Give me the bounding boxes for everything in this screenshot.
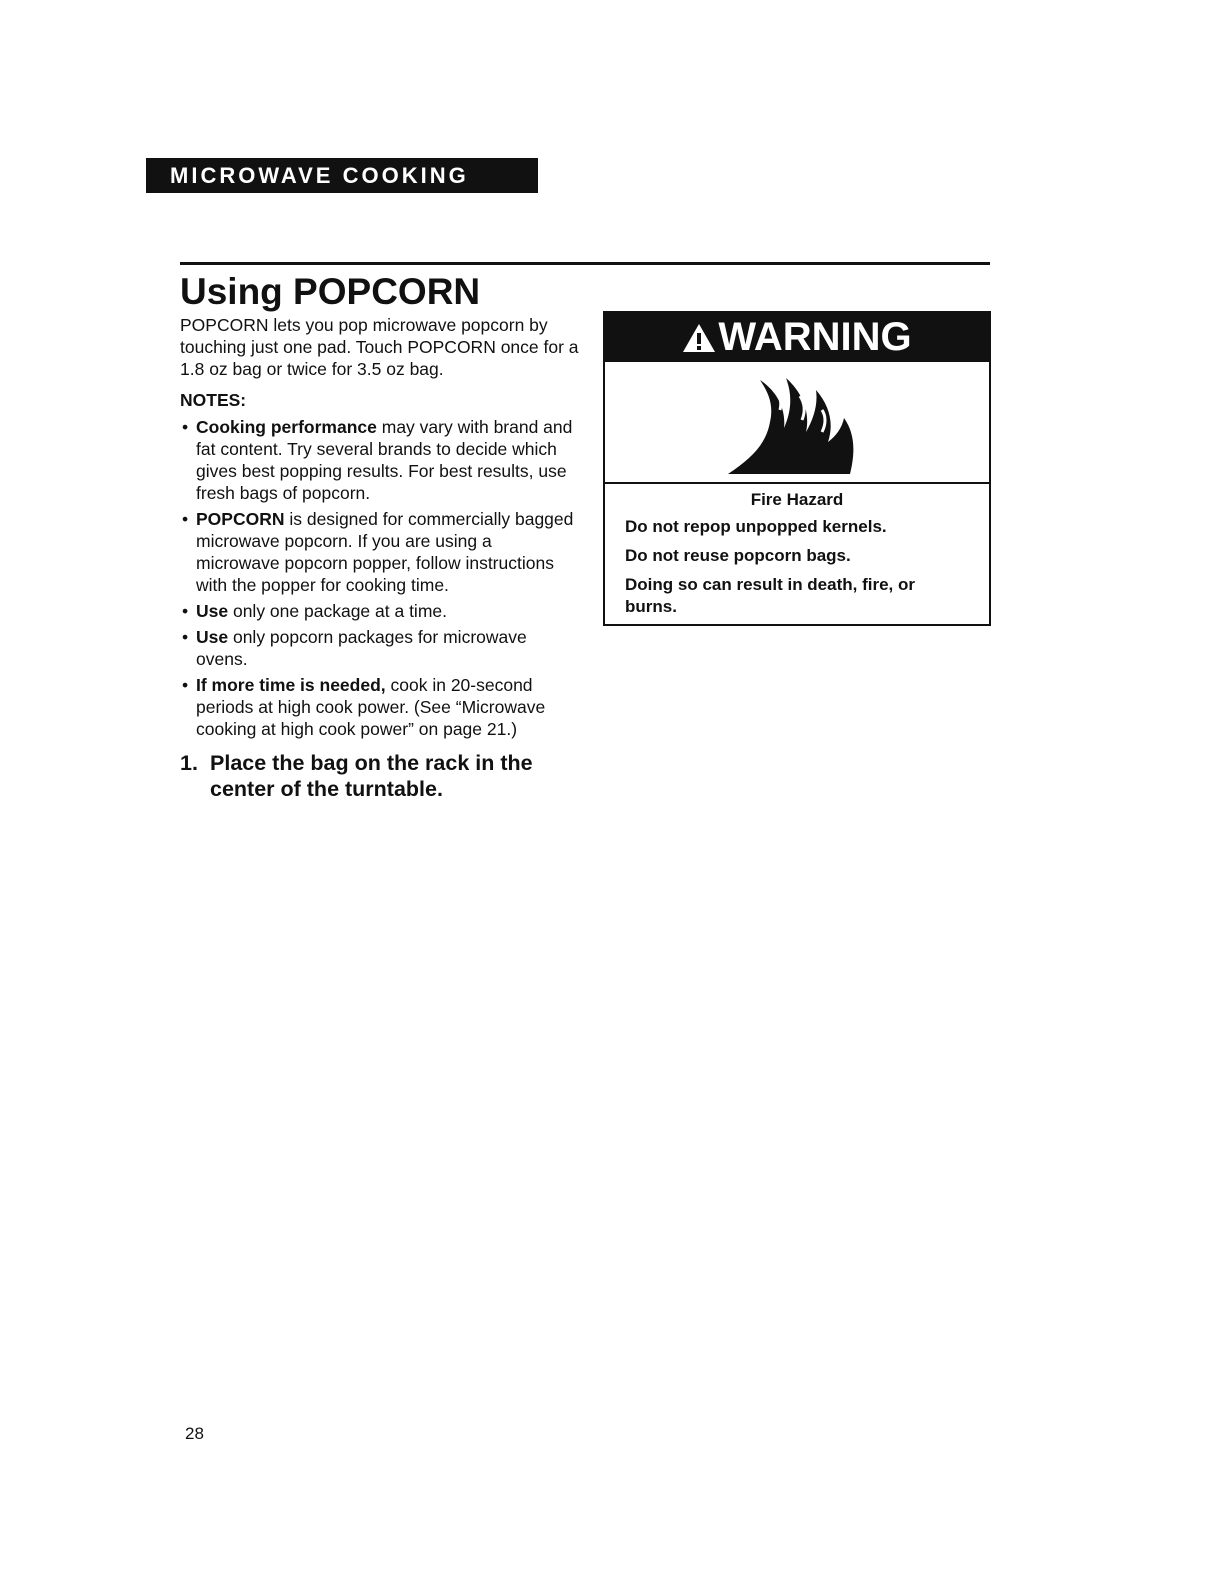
note-bold: Cooking performance [196,417,377,437]
note-bold: If more time is needed, [196,675,386,695]
notes-list [180,416,580,740]
note-item [180,508,580,596]
note-item [180,626,580,670]
note-text: may vary with brand and fat content. Try several brands to decide which gives best popping results. For best results, use fresh bags of popcorn. [196,417,573,503]
step-1 [180,750,580,802]
note-item [180,600,580,622]
note-text: cook in 20-second periods at high cook power. (See “Microwave cooking at high cook power” on page 21.) [196,675,546,739]
warning-line: Do not repop unpopped kernels. [625,517,887,536]
note-text: only one package at a time. [228,601,447,621]
warning-line: Do not reuse popcorn bags. [625,546,851,565]
note-text: only popcorn packages for microwave ovens. [196,627,527,669]
note-text: is designed for commercially bagged microwave popcorn. If you are using a microwave popcorn popper, follow instructions with the popper for cooking time. [196,509,574,595]
main-column [180,314,580,802]
warning-body [605,484,989,618]
fire-hazard-icon [722,366,872,478]
step-text: Place the bag on the rack in the center of the turntable. [210,751,533,801]
page-number: 28 [185,1424,204,1443]
step-number: 1. [180,751,198,775]
section-tab: MICROWAVE COOKING [146,158,538,193]
warning-line: Doing so can result in death, fire, or burns. [625,575,915,616]
warning-triangle-icon [682,323,716,353]
note-bold: Use [196,627,229,647]
warning-box [603,311,991,626]
note-bold: POPCORN [196,509,285,529]
warning-header [605,313,989,362]
note-item [180,674,580,740]
intro-paragraph: POPCORN lets you pop microwave popcorn by touching just one pad. Touch POPCORN once for a 1.8 oz bag or twice for 3.5 oz bag. [180,315,579,379]
warning-header-label: WARNING [718,315,912,359]
note-bold: Use [196,601,229,621]
page-title: Using POPCORN [180,271,481,312]
notes-heading: NOTES: [180,390,247,410]
note-item [180,416,580,504]
pictogram-area [605,362,989,484]
hazard-name: Fire Hazard [750,490,844,509]
title-rule [180,262,990,265]
